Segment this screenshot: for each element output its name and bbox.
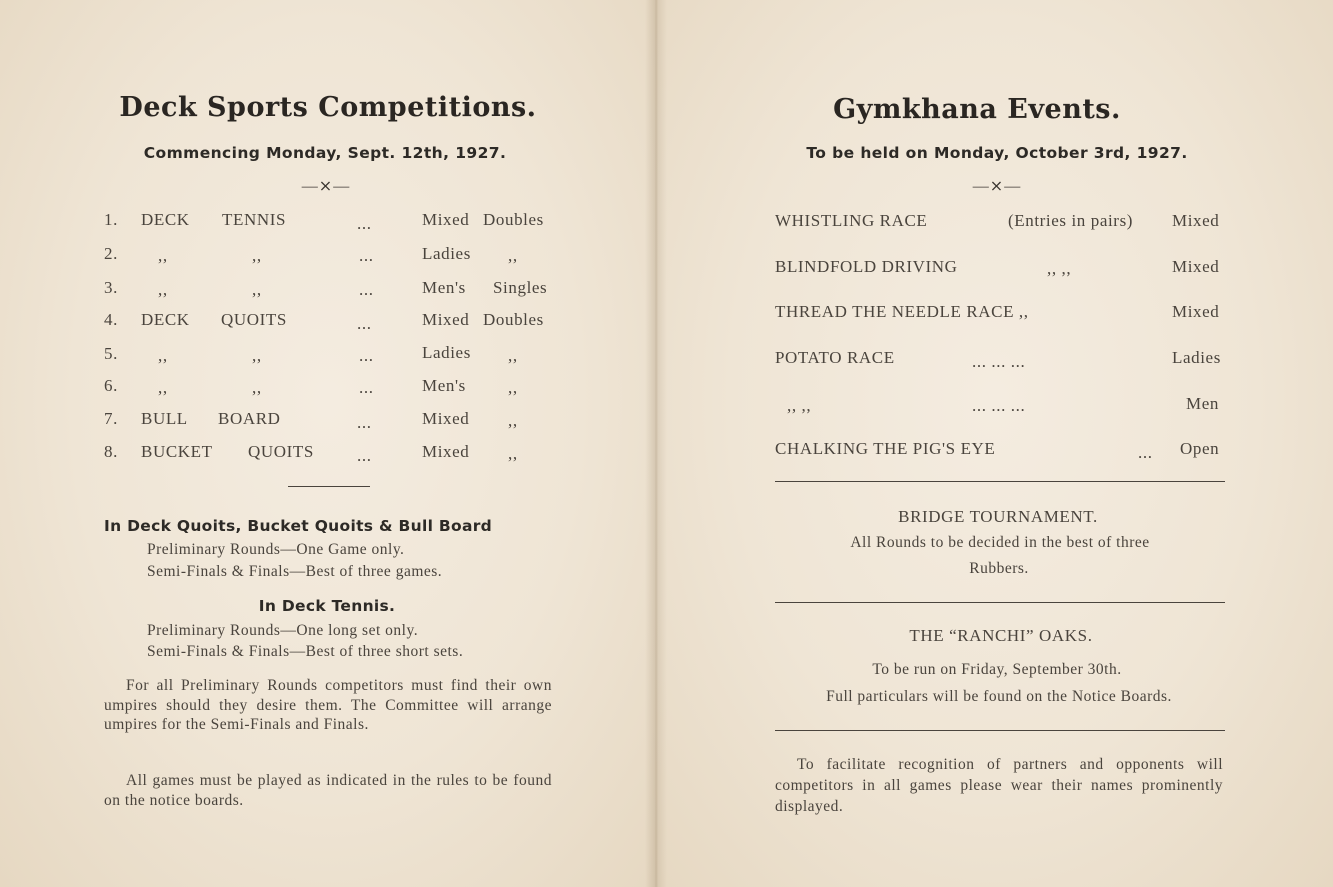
event-number: 3. xyxy=(104,278,118,297)
event-name-2: QUOITS xyxy=(248,442,314,461)
event-name: BUCKET xyxy=(141,442,213,461)
event-note: ... xyxy=(1138,443,1153,462)
leader-dots: ... xyxy=(357,413,372,432)
event-name: ,, xyxy=(158,346,168,365)
tennis-rules-heading: In Deck Tennis. xyxy=(258,597,396,615)
event-type-2: Doubles xyxy=(483,210,544,229)
event-type: Mixed xyxy=(1172,257,1220,276)
event-type: Mixed xyxy=(422,310,470,329)
section-divider xyxy=(775,730,1225,731)
section-divider xyxy=(288,486,370,487)
oaks-line: To be run on Friday, September 30th. xyxy=(872,661,1122,678)
event-name: ,, xyxy=(158,246,168,265)
event-name-2: BOARD xyxy=(218,409,281,428)
event-name-2: TENNIS xyxy=(222,210,287,229)
event-name: ,, ,, xyxy=(787,396,812,415)
ornament-divider: —⨯— xyxy=(972,178,1022,195)
event-name: DECK xyxy=(141,210,190,229)
event-type-2: Doubles xyxy=(483,310,544,329)
right-page xyxy=(655,0,1333,887)
event-type-2: ,, xyxy=(508,411,518,430)
bridge-rule-line: Rubbers. xyxy=(969,560,1029,577)
event-note: ... ... ... xyxy=(972,396,1026,415)
event-type: Ladies xyxy=(422,343,471,362)
event-type: Open xyxy=(1180,439,1220,458)
bridge-heading: BRIDGE TOURNAMENT. xyxy=(898,507,1098,526)
event-name: BULL xyxy=(141,409,188,428)
oaks-line: Full particulars will be found on the Notice Boards. xyxy=(826,688,1172,705)
event-name: POTATO RACE xyxy=(775,348,895,367)
event-type-2: ,, xyxy=(508,378,518,397)
oaks-heading: THE “RANCHI” OAKS. xyxy=(909,626,1093,645)
leader-dots: ... xyxy=(357,214,372,233)
event-type-2: ,, xyxy=(508,246,518,265)
event-note: (Entries in pairs) xyxy=(1008,211,1134,230)
event-number: 4. xyxy=(104,310,118,329)
partners-paragraph: To facilitate recognition of partners and opponents will competitors in all games please wear their names prominently displayed. xyxy=(775,756,1223,815)
event-note: ... ... ... xyxy=(972,352,1026,371)
leader-dots: ... xyxy=(357,446,372,465)
event-type: Mixed xyxy=(422,442,470,461)
event-type: Mixed xyxy=(1172,211,1220,230)
tennis-rule-line: Preliminary Rounds—One long set only. xyxy=(147,622,419,639)
event-type: Men's xyxy=(422,278,466,297)
deck-sports-subtitle: Commencing Monday, Sept. 12th, 1927. xyxy=(143,144,507,162)
event-type-2: ,, xyxy=(508,444,518,463)
event-name-2: ,, xyxy=(252,280,262,299)
event-type-2: ,, xyxy=(508,346,518,365)
event-name: BLINDFOLD DRIVING xyxy=(775,257,958,276)
event-name-2: ,, xyxy=(252,346,262,365)
quoits-rules-heading: In Deck Quoits, Bucket Quoits & Bull Board xyxy=(104,517,493,535)
page-fold xyxy=(645,0,667,887)
event-name: DECK xyxy=(141,310,190,329)
event-name: THREAD THE NEEDLE RACE ,, xyxy=(775,302,1029,321)
event-name: ,, xyxy=(158,378,168,397)
event-name: CHALKING THE PIG'S EYE xyxy=(775,439,996,458)
event-type: Ladies xyxy=(1172,348,1221,367)
leader-dots: ... xyxy=(359,346,374,365)
event-type: Mixed xyxy=(422,210,470,229)
leader-dots: ... xyxy=(357,314,372,333)
gymkhana-title: Gymkhana Events. xyxy=(833,94,1121,125)
event-type: Men xyxy=(1186,394,1219,413)
event-name: ,, xyxy=(158,280,168,299)
leader-dots: ... xyxy=(359,280,374,299)
event-name-2: ,, xyxy=(252,246,262,265)
quoits-rule-line: Preliminary Rounds—One Game only. xyxy=(147,541,405,558)
event-number: 1. xyxy=(104,210,118,229)
event-type: Mixed xyxy=(1172,302,1220,321)
rules-paragraph: All games must be played as indicated in the rules to be found on the notice boards. xyxy=(104,772,552,809)
event-note: ,, ,, xyxy=(1047,259,1072,278)
section-divider xyxy=(775,602,1225,603)
event-name: WHISTLING RACE xyxy=(775,211,928,230)
leader-dots: ... xyxy=(359,378,374,397)
event-number: 8. xyxy=(104,442,118,461)
event-type: Men's xyxy=(422,376,466,395)
event-name-2: QUOITS xyxy=(221,310,287,329)
event-name-2: ,, xyxy=(252,378,262,397)
left-page xyxy=(0,0,655,887)
ornament-divider: —⨯— xyxy=(301,178,351,195)
umpires-paragraph: For all Preliminary Rounds competitors must find their own umpires should they desire them. The Committee will arrange umpires for the Semi-Finals and Finals. xyxy=(104,677,552,733)
quoits-rule-line: Semi-Finals & Finals—Best of three games. xyxy=(147,563,443,580)
event-number: 2. xyxy=(104,244,118,263)
section-divider xyxy=(775,481,1225,482)
event-type: Mixed xyxy=(422,409,470,428)
event-number: 7. xyxy=(104,409,118,428)
leader-dots: ... xyxy=(359,246,374,265)
event-type: Ladies xyxy=(422,244,471,263)
event-number: 6. xyxy=(104,376,118,395)
event-number: 5. xyxy=(104,344,118,363)
bridge-rule-line: All Rounds to be decided in the best of three xyxy=(850,534,1150,551)
event-type-2: Singles xyxy=(493,278,548,297)
gymkhana-subtitle: To be held on Monday, October 3rd, 1927. xyxy=(806,144,1188,162)
tennis-rule-line: Semi-Finals & Finals—Best of three short sets. xyxy=(147,643,464,660)
deck-sports-title: Deck Sports Competitions. xyxy=(119,92,537,123)
